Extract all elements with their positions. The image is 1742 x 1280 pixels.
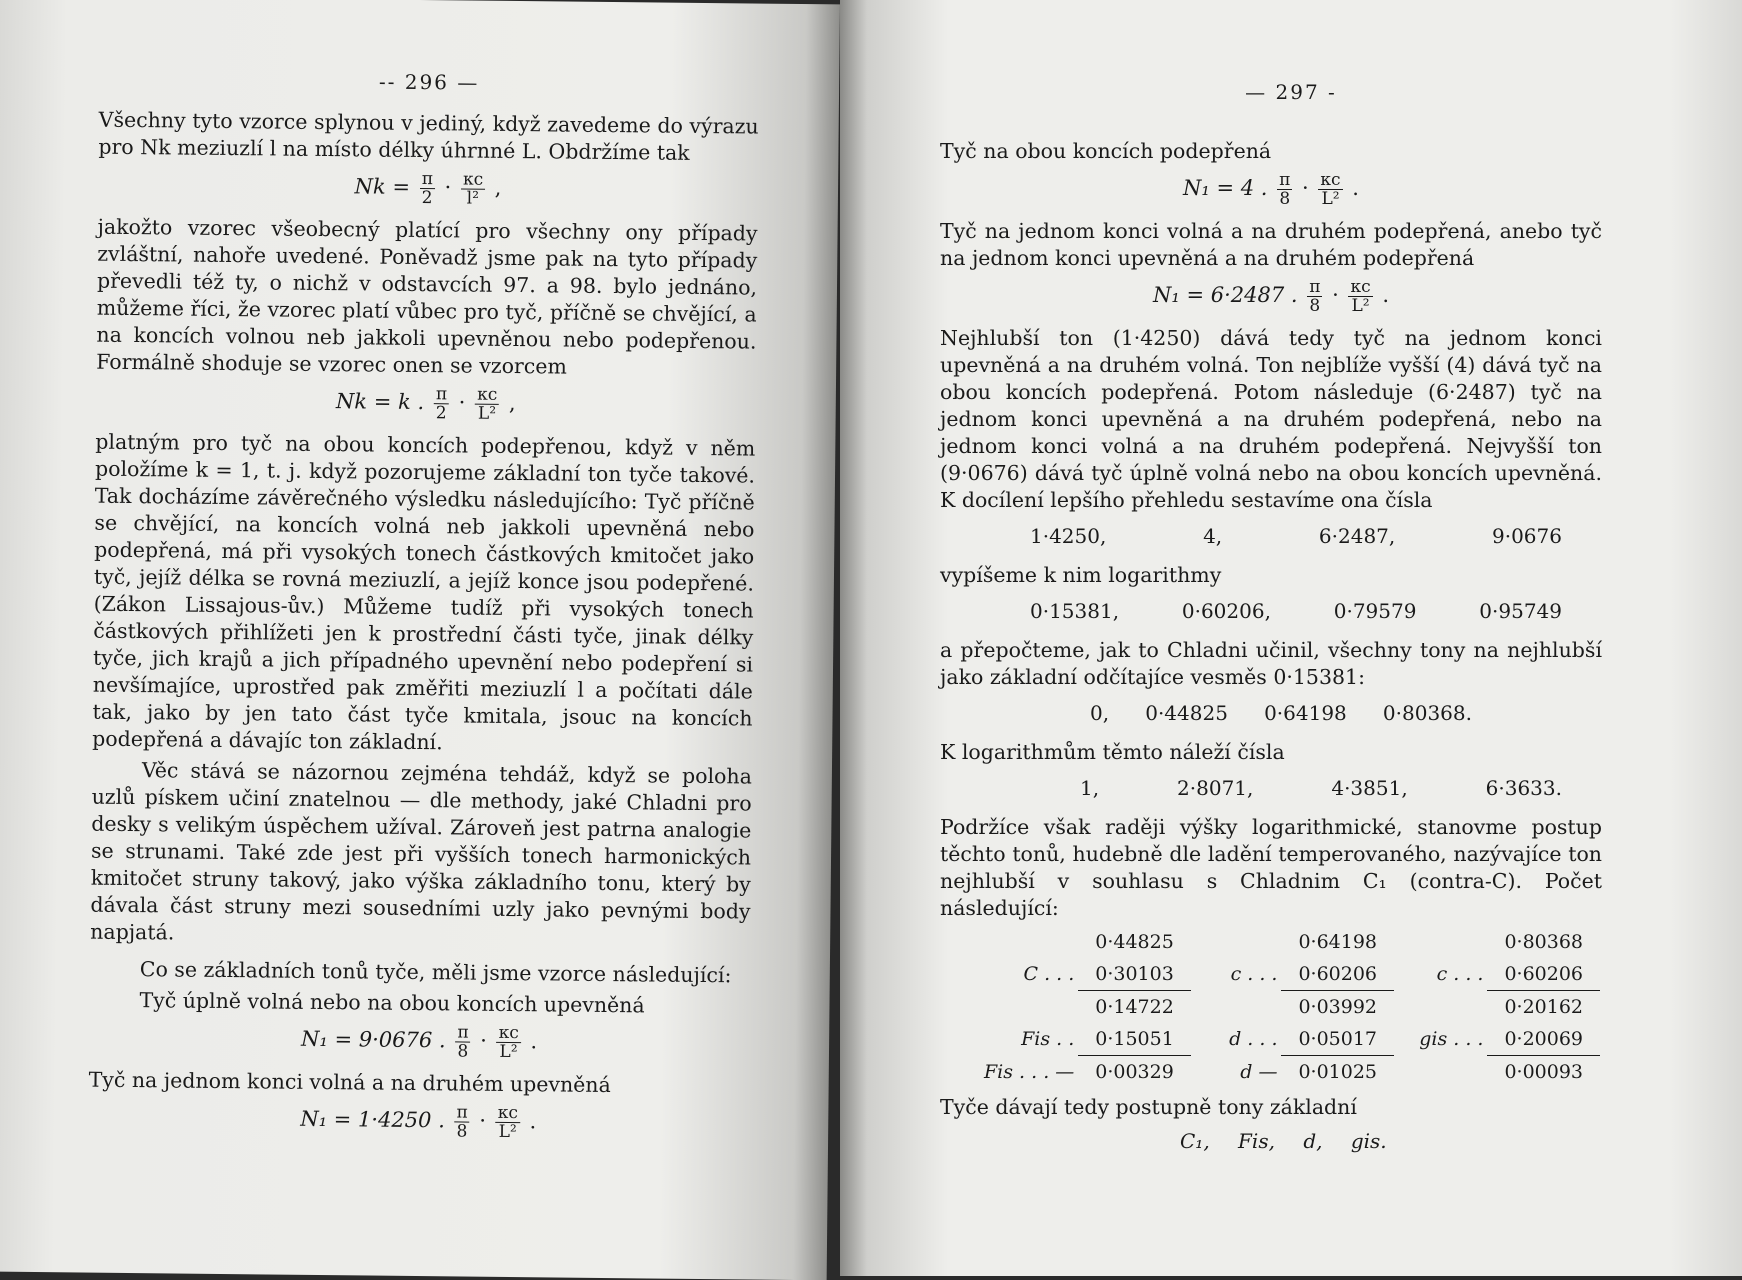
table-cell: 0·20069 xyxy=(1487,1023,1600,1056)
formula-tail: . xyxy=(1382,283,1390,307)
denominator: L² xyxy=(498,1121,517,1143)
fraction xyxy=(461,170,486,207)
tone-name: gis. xyxy=(1350,1129,1387,1153)
formula: N₁ = 6·2487 . $\frac{\pi}{8}$ · $\frac{\kappa c}{\text{L²}}$ . xyxy=(1152,277,1390,316)
fraction xyxy=(455,1023,471,1060)
table-cell: 0·20162 xyxy=(1504,996,1584,1018)
numerator: κc xyxy=(477,384,498,405)
tone-name: Fis, xyxy=(1238,1129,1275,1153)
number-cell: 0·44825 xyxy=(1145,701,1228,725)
formula: Nk = $\frac{\pi}{2}$ · $\frac{\kappa c}{\text{l²}}$ , xyxy=(354,169,502,209)
numerator: π xyxy=(456,1102,468,1123)
number-row xyxy=(940,774,1602,802)
table-cell: 0·05017 xyxy=(1281,1023,1393,1056)
formula-lhs: N₁ = 4 . xyxy=(1183,176,1275,200)
table-cell: Fis . . . — xyxy=(984,1060,1075,1083)
formula: N₁ = 9·0676 . $\frac{\pi}{8}$ · $\frac{\kappa c}{\text{L²}}$ . xyxy=(300,1022,538,1063)
paragraph: Tyč na jednom konci volná a na druhém upevněná xyxy=(88,1067,611,1098)
formula-tail: , xyxy=(494,175,502,200)
denominator: L² xyxy=(477,403,497,424)
page-number: — 297 - xyxy=(1245,80,1337,104)
paragraph: Tyč na jednom konci volná a na druhém podepřená, anebo tyč na jednom konci upevněná a na druhém podepřená xyxy=(940,219,1602,270)
formula-lhs: Nk = k . xyxy=(335,389,431,415)
denominator: 2 xyxy=(421,188,433,209)
table-cell: d . . . xyxy=(1229,1028,1278,1051)
paragraph: Všechny tyto vzorce splynou v jediný, když zavedeme do výrazu pro Nk meziuzlí l na místo délky úhrnné L. Obdržíme tak xyxy=(98,107,759,165)
formula-tail: . xyxy=(530,1029,538,1054)
paragraph: Věc stává se názornou zejména tehdáž, když se poloha uzlů pískem učiní znatelnou — dle methody, jaké Chladni pro desky s velikým úspěchem užíval. Zároveň jest patrna analogie se strunami. Také zde jest při vyšších tonech harmonických kmitočet struny takový, jako výška základního tonu, který by dávala část struny mezi sousedními uzly jako pevnými body napjatá. xyxy=(90,758,753,945)
paragraph: Tyč na obou koncích podepřená xyxy=(940,139,1272,163)
number-cell: 0·95749 xyxy=(1479,599,1562,623)
number-cell: 9·0676 xyxy=(1491,524,1562,548)
table-cell: 0·64198 xyxy=(1298,931,1378,953)
fraction xyxy=(454,1103,470,1140)
fraction xyxy=(475,386,500,423)
fraction xyxy=(419,170,435,207)
formula-lhs: N₁ = 6·2487 . xyxy=(1152,283,1305,307)
paragraph: jakožto vzorec všeobecný platící pro všechny ony případy zvláštní, nahoře uvedené. Poněvadž jsme pak na tyto případy převedli též ty, o nichž v odstavcích 97. a 98. bylo jednáno, můžeme říci, že vzorec platí vůbec pro tyč, příčně se chvějící, a na koncích volnou neb jakkoli upevněnou nebo podepřenou. Formálně shoduje se vzorec onen se vzorcem xyxy=(96,214,758,379)
number-cell: 2·8071, xyxy=(1177,776,1254,800)
formula: N₁ = 4 . $\frac{\pi}{8}$ · $\frac{\kappa c}{\text{L²}}$ . xyxy=(1183,170,1359,209)
table-cell: c . . . xyxy=(1436,963,1484,986)
table-cell xyxy=(1191,926,1282,958)
table-cell: 0·80368 xyxy=(1504,931,1584,953)
denominator: 8 xyxy=(457,1041,469,1062)
paragraph: platným pro tyč na obou koncích podepřenou, když v něm položíme k = 1, t. j. když pozorujeme základní ton tyče takové. Tak docházíme závěrečného výsledku následujícího: Tyč příčně se chvějící, na koncích volná neb jakkoli upevněná nebo podepřená, má při vysokých tonech částkových kmitočet jako tyč, jejíž délka se rovná meziuzlí, a jejíž konce jsou podepřené. (Zákon Lissajous-ův.) Můžeme tudíž při vysokých tonech částkových přihlížeti jen k prostřední části tyče, jinak délky tyče, jich krajů a jich případného upevnění nebo podepření si nevšímajíce, uprostřed pak změřiti meziuzlí l a počítati dále tak, jako by jen tato část tyče kmitala, jsouc na koncích podepřená a dávajíc ton základní. xyxy=(92,429,756,755)
numerator: κc xyxy=(498,1022,519,1044)
tone-list xyxy=(940,1127,1602,1155)
denominator: L² xyxy=(1321,189,1340,209)
numerator: κc xyxy=(462,169,484,190)
paragraph: Tyč úplně volná nebo na obou koncích upevněná xyxy=(139,988,645,1018)
numerator: π xyxy=(457,1022,469,1043)
number-row xyxy=(940,699,1602,727)
denominator: 2 xyxy=(435,403,447,424)
paragraph: K logarithmům těmto náleží čísla xyxy=(940,740,1285,764)
formula: N₁ = 1·4250 . $\frac{\pi}{8}$ · $\frac{\kappa c}{\text{L²}}$ . xyxy=(300,1102,537,1143)
table-cell: d — xyxy=(1240,1060,1278,1083)
formula-tail: . xyxy=(529,1109,537,1134)
left-page xyxy=(0,0,840,1280)
table-cell: C . . . xyxy=(1023,963,1075,986)
table-cell: 0·60206 xyxy=(1487,958,1600,991)
table-cell xyxy=(980,991,1078,1024)
page-number: -- 296 — xyxy=(378,69,480,95)
fraction xyxy=(496,1104,521,1141)
table-cell xyxy=(1394,926,1487,958)
table-cell: 0·44825 xyxy=(1095,931,1174,953)
table-cell: 0·00329 xyxy=(1095,1061,1174,1083)
formula-lhs: N₁ = 9·0676 . xyxy=(300,1026,453,1053)
number-cell: 0·15381, xyxy=(1030,599,1120,623)
denominator: L² xyxy=(1351,296,1370,316)
table-row xyxy=(980,1023,1600,1056)
formula: Nk = k . $\frac{\pi}{2}$ · $\frac{\kappa c}{\text{L²}}$ , xyxy=(335,384,516,424)
table-cell: 0·03992 xyxy=(1298,996,1378,1018)
table-cell xyxy=(980,926,1078,958)
table-cell xyxy=(1394,1056,1487,1089)
table-cell: 0·00093 xyxy=(1504,1061,1584,1083)
fraction xyxy=(1307,278,1322,315)
fraction xyxy=(1277,171,1292,208)
table-cell xyxy=(1394,991,1487,1024)
table-row xyxy=(980,958,1600,991)
table-cell: 0·01025 xyxy=(1298,1061,1378,1083)
paragraph: a přepočteme, jak to Chladni učinil, všechny tony na nejhlubší jako základní odčítajíce vesměs 0·15381: xyxy=(940,638,1602,689)
table-cell: gis . . . xyxy=(1419,1028,1484,1051)
paragraph: Podržíce však raději výšky logarithmické, stanovme postup těchto tonů, hudebně dle ladění temperovaného, nazývajíce ton nejhlubší v souhlasu s Chladnim C₁ (contra-C). Počet následující: xyxy=(940,815,1602,920)
table-cell: Fis . . xyxy=(1021,1028,1075,1051)
denominator: 8 xyxy=(1309,296,1321,316)
numerator: κc xyxy=(497,1102,519,1124)
number-row xyxy=(940,522,1602,550)
formula-tail: . xyxy=(1352,176,1359,200)
numerator: π xyxy=(1309,277,1321,297)
table-cell xyxy=(1191,991,1282,1024)
number-cell: 6·3633. xyxy=(1485,776,1562,800)
number-cell: 6·2487, xyxy=(1318,524,1396,548)
denominator: l² xyxy=(466,188,480,209)
table-cell: c . . . xyxy=(1230,963,1278,986)
number-cell: 1, xyxy=(1080,776,1100,800)
tone-name: d, xyxy=(1303,1129,1323,1153)
table-row xyxy=(980,926,1600,958)
table-row xyxy=(980,991,1600,1024)
number-cell: 0·64198 xyxy=(1264,701,1347,725)
table-cell: 0·60206 xyxy=(1281,958,1393,991)
numerator: π xyxy=(1279,170,1291,190)
number-cell: 1·4250, xyxy=(1030,524,1107,548)
number-cell: 0·60206, xyxy=(1181,599,1271,623)
table-cell: 0·14722 xyxy=(1095,996,1174,1018)
denominator: L² xyxy=(499,1041,518,1063)
formula-lhs: Nk = xyxy=(354,174,417,199)
paragraph: vypíšeme k nim logarithmy xyxy=(940,563,1222,587)
tone-table xyxy=(980,926,1600,1088)
table-cell: 0·15051 xyxy=(1078,1023,1190,1056)
formula-lhs: N₁ = 1·4250 . xyxy=(300,1106,452,1133)
paragraph: Nejhlubší ton (1·4250) dává tedy tyč na jednom konci upevněná a na druhém volná. Ton nejblíže vyšší (4) dává tyč na obou koncích podepřená. Potom následuje (6·2487) tyč na jednom konci upevněná a na druhém podepřená, nebo na jednom konci volná a na druhém podepřená. Nejvyšší ton (9·0676) dává tyč úplně volná nebo na obou koncích upevněná. K docílení lepšího přehledu sestavíme ona čísla xyxy=(940,326,1602,512)
table-row xyxy=(980,1056,1600,1089)
number-cell: 0·80368. xyxy=(1382,701,1472,725)
fraction xyxy=(1348,278,1372,315)
number-cell: 4, xyxy=(1203,524,1223,548)
numerator: κc xyxy=(1350,277,1371,297)
fraction xyxy=(1318,171,1342,208)
right-page xyxy=(840,0,1742,1276)
number-cell: 0, xyxy=(1090,701,1110,725)
paragraph: Co se základních tonů tyče, měli jsme vzorce následující: xyxy=(139,957,732,988)
number-cell: 4·3851, xyxy=(1331,776,1408,800)
numerator: π xyxy=(421,169,434,190)
denominator: 8 xyxy=(456,1121,468,1142)
formula-tail: , xyxy=(508,390,516,416)
numerator: κc xyxy=(1320,170,1341,190)
numerator: π xyxy=(435,384,448,405)
number-row xyxy=(940,597,1602,625)
paragraph: Tyče dávají tedy postupně tony základní xyxy=(940,1095,1357,1119)
fraction xyxy=(496,1024,521,1061)
denominator: 8 xyxy=(1279,189,1291,209)
number-cell: 0·79579 xyxy=(1333,599,1417,623)
fraction xyxy=(434,385,450,422)
table-cell: 0·30103 xyxy=(1078,958,1190,991)
tone-name: C₁, xyxy=(1180,1129,1210,1153)
